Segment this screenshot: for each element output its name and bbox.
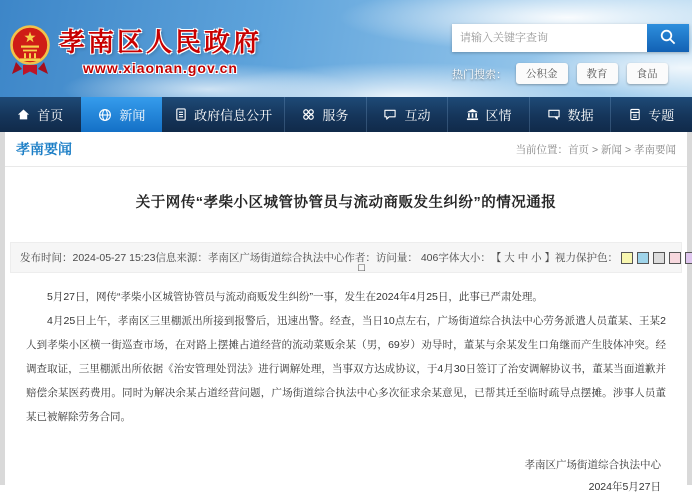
nav-item-label: 数据 <box>567 108 594 123</box>
article-signature-block <box>5 454 687 498</box>
document-icon <box>175 108 187 121</box>
article-paragraph: 5月27日，网传“孝柴小区城管协管员与流动商贩发生纠纷”一事，发生在2024年4月25日，此事已严肃处理。 <box>47 291 543 303</box>
eye-protect-swatches <box>621 252 692 264</box>
search-icon <box>659 28 677 49</box>
eye-protect-label: 视力保护色： <box>555 252 619 264</box>
search-bar <box>452 24 689 52</box>
meta-visits <box>376 250 438 265</box>
nav-item-label: 区情 <box>485 108 512 123</box>
article-paragraph: 4月25日上午，孝南区三里棚派出所接到报警后，迅速出警。经查，当日10点左右，广场街道综合执法中心劳务派遣人员董某、王某2人到孝柴小区横一街巡查市场，在对路上摆摊占道经营的流动菜贩余某（男，69岁）劝导时，董某与余某发生口角继而产生肢体冲突。经调查取证，三里棚派出所依据《治安管理处罚法》进行调解处理，当事双方达成协议，于4月30日签订了治安调解协议书，董某当面道歉并赔偿余某医药费用。同时为解决余某占道经营问题，广场街道综合执法中心多次征求余某意见，已帮其迁至临时疏导点摆摊。涉事人员董某已被解除劳务合同。 <box>26 315 666 423</box>
signature-date: 2024年5月27日 <box>588 481 661 493</box>
eye-color-swatch-pink[interactable] <box>669 252 681 264</box>
header-search-area <box>452 24 689 84</box>
breadcrumb <box>516 142 676 157</box>
publish-time-label: 发布时间： <box>20 252 73 264</box>
hot-search-label: 热门搜索： <box>452 68 507 81</box>
breadcrumb-path[interactable]: 首页 > 新闻 > 孝南要闻 <box>568 143 676 156</box>
article-meta-bar <box>10 242 682 273</box>
article-body <box>5 273 687 429</box>
nav-item-label: 互动 <box>404 108 431 123</box>
visits-value: 406 <box>420 251 439 264</box>
publish-time-value: 2024-05-27 15:23 <box>72 251 156 264</box>
nav-item-label: 专题 <box>648 108 675 123</box>
breadcrumb-label: 当前位置： <box>515 143 569 156</box>
nav-item-gov-info[interactable] <box>162 97 284 132</box>
hot-search-tag-gongjijin[interactable]: 公积金 <box>516 63 568 84</box>
site-url: www.xiaonan.gov.cn <box>83 60 238 76</box>
national-emblem-icon <box>10 24 50 81</box>
visits-label: 访问量： <box>375 252 418 264</box>
main-content <box>0 132 692 493</box>
main-nav <box>0 97 692 132</box>
nav-item-label: 政府信息公开 <box>194 108 273 123</box>
hot-search-row <box>452 63 689 84</box>
site-title: 孝南区人民政府 <box>59 27 263 57</box>
eye-color-swatch-gray[interactable] <box>653 252 665 264</box>
book-icon <box>629 108 641 121</box>
search-button[interactable] <box>647 24 689 52</box>
meta-publish-time <box>20 250 155 265</box>
meta-source <box>155 250 344 265</box>
font-size-label: 字体大小： <box>438 252 491 264</box>
nav-item-data[interactable] <box>529 97 611 132</box>
nav-item-district[interactable] <box>447 97 529 132</box>
nav-item-label: 首页 <box>37 108 64 123</box>
nav-item-services[interactable] <box>284 97 366 132</box>
eye-color-swatch-purple[interactable] <box>685 252 692 264</box>
globe-icon <box>98 108 112 122</box>
nav-item-interact[interactable] <box>366 97 448 132</box>
section-title: 孝南要闻 <box>16 141 72 157</box>
breadcrumb-row <box>5 132 687 167</box>
nav-item-label: 服务 <box>322 108 349 123</box>
article-title: 关于网传“孝柴小区城管协管员与流动商贩发生纠纷”的情况通报 <box>135 195 557 211</box>
services-icon <box>302 108 315 121</box>
hot-search-tag-jiaoyu[interactable]: 教育 <box>577 63 618 84</box>
meta-eye-protect <box>555 250 692 265</box>
author-value: □ <box>358 262 366 274</box>
search-input[interactable] <box>452 24 647 52</box>
meta-author <box>344 250 376 274</box>
nav-item-label: 新闻 <box>119 108 146 123</box>
brand-text <box>59 29 262 76</box>
nav-item-home[interactable] <box>0 97 81 132</box>
eye-color-swatch-blue[interactable] <box>637 252 649 264</box>
landmark-icon <box>466 108 479 121</box>
nav-item-topics[interactable] <box>610 97 692 132</box>
author-label: 作者： <box>344 252 376 264</box>
signature-org: 孝南区广场街道综合执法中心 <box>524 459 661 471</box>
eye-color-swatch-yellow[interactable] <box>621 252 633 264</box>
site-header <box>0 0 692 97</box>
meta-font-size <box>438 250 555 265</box>
data-bubble-icon <box>547 108 561 121</box>
home-icon <box>17 108 30 121</box>
nav-item-news[interactable] <box>81 97 163 132</box>
font-size-control[interactable]: 【 大 中 小 】 <box>490 252 556 264</box>
hot-search-tag-shipin[interactable]: 食品 <box>627 63 668 84</box>
chat-bubble-icon <box>383 108 397 121</box>
source-label: 信息来源： <box>155 252 208 264</box>
source-value: 孝南区广场街道综合执法中心 <box>207 252 345 264</box>
site-brand <box>10 24 262 81</box>
